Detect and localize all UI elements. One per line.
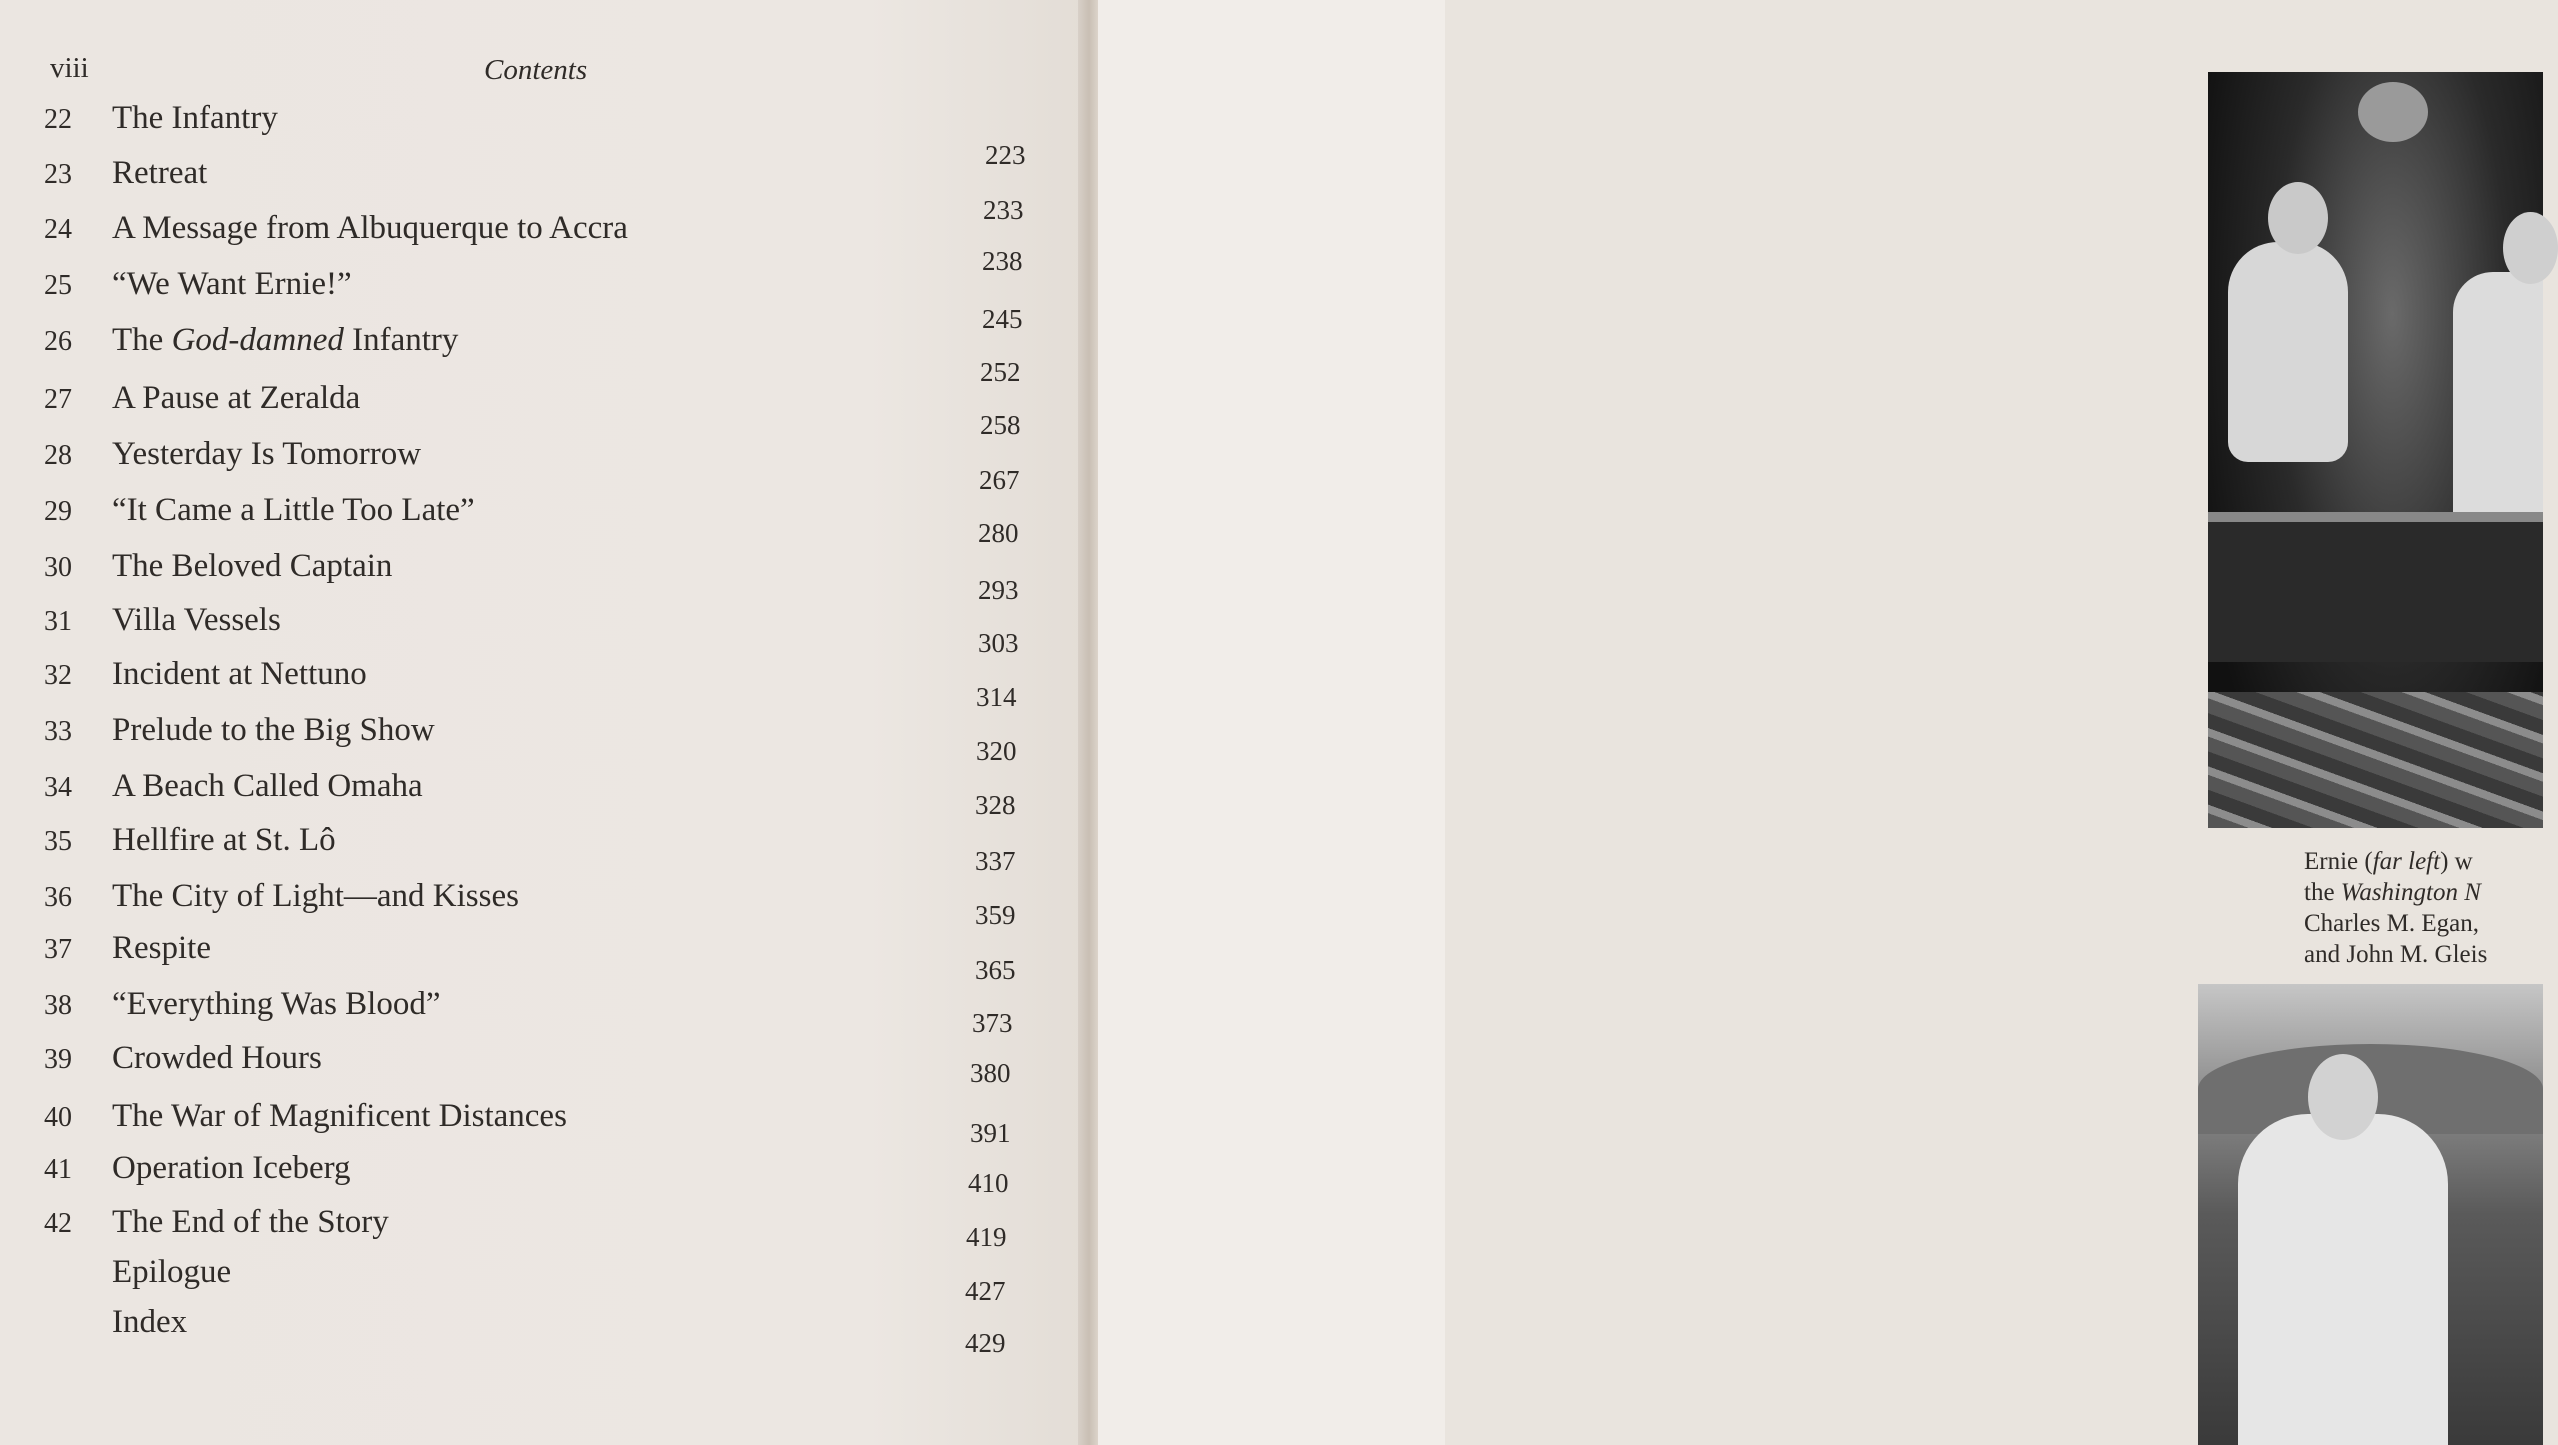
toc-entry — [0, 155, 1060, 195]
chapter-page-number: 233 — [983, 195, 1024, 225]
chapter-title: “It Came a Little Too Late” — [112, 492, 475, 528]
chapter-number: 33 — [44, 716, 72, 747]
toc-entry — [0, 492, 1060, 532]
chapter-page-number: 328 — [975, 790, 1016, 820]
chapter-title: Villa Vessels — [112, 602, 281, 638]
chapter-page-number: 252 — [980, 357, 1021, 387]
chapter-number: 39 — [44, 1044, 72, 1075]
chapter-page-number: 223 — [985, 140, 1026, 170]
chapter-title: Retreat — [112, 155, 208, 191]
toc-entry — [0, 1304, 1060, 1344]
toc-entry — [0, 768, 1060, 808]
toc-entry — [0, 1098, 1060, 1138]
scattered-papers — [2208, 692, 2543, 828]
toc-entry — [0, 656, 1060, 696]
toc-entry — [0, 322, 1060, 362]
chapter-number: 27 — [44, 384, 72, 415]
chapter-title: Respite — [112, 930, 211, 966]
toc-entry — [0, 380, 1060, 420]
chapter-title: A Pause at Zeralda — [112, 380, 361, 416]
chapter-title: The War of Magnificent Distances — [112, 1098, 567, 1134]
chapter-title: The End of the Story — [112, 1204, 389, 1240]
chapter-title: Yesterday Is Tomorrow — [112, 436, 422, 472]
toc-entry — [0, 602, 1060, 642]
hanging-hat — [2358, 82, 2428, 142]
chapter-title: A Beach Called Omaha — [112, 768, 423, 804]
chapter-page-number: 238 — [982, 246, 1023, 276]
chapter-number: 26 — [44, 326, 72, 357]
toc-entry — [0, 1040, 1060, 1080]
toc-entry — [0, 1254, 1060, 1294]
chapter-title: Crowded Hours — [112, 1040, 322, 1076]
chapter-number: 25 — [44, 270, 72, 301]
chapter-number: 22 — [44, 104, 72, 135]
chapter-title: Operation Iceberg — [112, 1150, 351, 1186]
chapter-page-number: 314 — [976, 682, 1017, 712]
chapter-number: 31 — [44, 606, 72, 637]
toc-entry — [0, 210, 1060, 250]
caption-line-2: the Washington N — [2304, 879, 2481, 906]
outdoor-photo — [2198, 984, 2543, 1445]
chapter-page-number: 293 — [978, 575, 1019, 605]
chapter-title: Epilogue — [112, 1254, 232, 1290]
chapter-page-number: 258 — [980, 410, 1021, 440]
chapter-page-number: 245 — [982, 304, 1023, 334]
chapter-number: 29 — [44, 496, 72, 527]
chapter-page-number: 267 — [979, 465, 1020, 495]
chapter-title: A Message from Albuquerque to Accra — [112, 210, 628, 246]
chapter-number: 37 — [44, 934, 72, 965]
chapter-title: Incident at Nettuno — [112, 656, 367, 692]
book-gutter — [1078, 0, 1100, 1445]
chapter-page-number: 427 — [965, 1276, 1006, 1306]
toc-entry — [0, 266, 1060, 306]
chapter-title: The Beloved Captain — [112, 548, 393, 584]
left-page — [0, 0, 1085, 1445]
chapter-page-number: 391 — [970, 1118, 1011, 1148]
chapter-page-number: 303 — [978, 628, 1019, 658]
chapter-title: The Infantry — [112, 100, 278, 136]
toc-entry — [0, 436, 1060, 476]
caption-line-1: Ernie (far left) w — [2304, 848, 2473, 875]
chapter-page-number: 429 — [965, 1328, 1006, 1358]
photo-caption — [2304, 846, 2487, 970]
toc-entry — [0, 1150, 1060, 1190]
chapter-number: 42 — [44, 1208, 72, 1239]
chapter-number: 32 — [44, 660, 72, 691]
chapter-page-number: 410 — [968, 1168, 1009, 1198]
chapter-page-number: 365 — [975, 955, 1016, 985]
chapter-number: 40 — [44, 1102, 72, 1133]
toc-entry — [0, 548, 1060, 588]
chapter-number: 28 — [44, 440, 72, 471]
caption-line-3: Charles M. Egan, — [2304, 910, 2479, 937]
man-in-white — [2238, 1114, 2448, 1445]
chapter-page-number: 320 — [976, 736, 1017, 766]
chapter-number: 30 — [44, 552, 72, 583]
chapter-title: The God-damned Infantry — [112, 322, 459, 358]
man-right — [2453, 272, 2543, 522]
office-photo — [2208, 72, 2543, 828]
desk — [2208, 512, 2543, 662]
chapter-number: 41 — [44, 1154, 72, 1185]
chapter-page-number: 337 — [975, 846, 1016, 876]
page-number: viii — [50, 52, 89, 84]
chapter-page-number: 359 — [975, 900, 1016, 930]
running-head: Contents — [484, 54, 588, 86]
chapter-title: The City of Light—and Kisses — [112, 878, 519, 914]
right-page — [1098, 0, 2488, 1445]
chapter-number: 24 — [44, 214, 72, 245]
toc-entry — [0, 986, 1060, 1026]
chapter-page-number: 373 — [972, 1008, 1013, 1038]
chapter-title: Prelude to the Big Show — [112, 712, 435, 748]
chapter-title: “We Want Ernie!” — [112, 266, 352, 302]
chapter-number: 23 — [44, 159, 72, 190]
toc-entry — [0, 100, 1060, 140]
chapter-page-number: 280 — [978, 518, 1019, 548]
chapter-number: 38 — [44, 990, 72, 1021]
toc-entry — [0, 878, 1060, 918]
toc-entry — [0, 822, 1060, 862]
toc-entry — [0, 930, 1060, 970]
chapter-title: “Everything Was Blood” — [112, 986, 441, 1022]
toc-entry — [0, 1204, 1060, 1244]
chapter-title: Index — [112, 1304, 188, 1340]
chapter-title: Hellfire at St. Lô — [112, 822, 336, 858]
chapter-page-number: 419 — [966, 1222, 1007, 1252]
chapter-page-number: 380 — [970, 1058, 1011, 1088]
chapter-number: 36 — [44, 882, 72, 913]
caption-line-4: and John M. Gleis — [2304, 941, 2488, 968]
chapter-number: 35 — [44, 826, 72, 857]
toc-entry — [0, 712, 1060, 752]
chapter-number: 34 — [44, 772, 72, 803]
man-left — [2228, 242, 2348, 462]
